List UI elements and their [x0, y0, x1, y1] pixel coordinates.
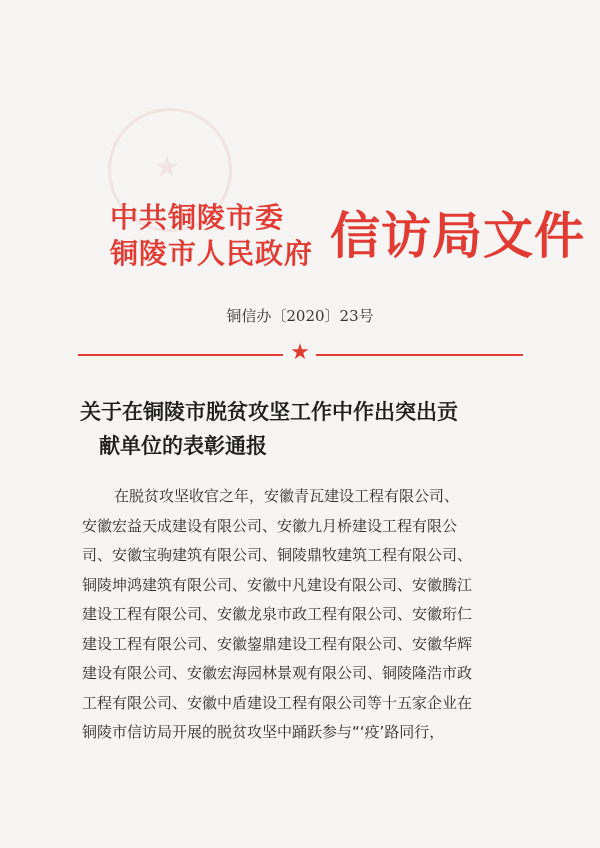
body-line: 在脱贫攻坚收官之年，安徽青瓦建设工程有限公司、: [114, 487, 460, 505]
body-line: 建设工程有限公司、安徽鋆鼎建设工程有限公司、安徽华辉: [82, 634, 473, 653]
body-line: 建设有限公司、安徽宏海园林景观有限公司、铜陵隆浩市政: [82, 664, 473, 682]
title-line-2: 献单位的表彰通报: [99, 433, 267, 458]
star-icon: ★: [290, 340, 310, 365]
body-text: [82, 482, 522, 748]
body-line: 铜陵坤鸿建筑有限公司、安徽中凡建设有限公司、安徽腾江: [82, 575, 473, 594]
body-line: 司、安徽宝驹建筑有限公司、铜陵鼎牧建筑工程有限公司、: [82, 546, 473, 564]
body-line: 安徽宏益天成建设有限公司、安徽九月桥建设工程有限公: [82, 516, 458, 535]
body-line: 铜陵市信访局开展的脱贫攻坚中踊跃参与“‘疫’路同行，: [82, 723, 445, 741]
body-line: 建设工程有限公司、安徽龙泉市政工程有限公司、安徽珩仁: [82, 605, 473, 623]
red-divider-left: [78, 354, 283, 356]
document-title: [80, 395, 520, 463]
title-line-1: 关于在铜陵市脱贫攻坚工作中作出突出贡: [80, 399, 458, 424]
issuer-line-1: 中共铜陵市委: [110, 201, 285, 234]
seal-star-icon: ★: [153, 150, 181, 185]
red-divider-right: [316, 354, 523, 356]
issuer-line-2: 铜陵市人民政府: [110, 237, 314, 270]
document-number: 铜信办〔2020〕23号: [226, 307, 374, 325]
issuer-left-block: [110, 200, 322, 272]
issuer-title: 信访局文件: [330, 207, 585, 265]
body-line: 工程有限公司、安徽中盾建设工程有限公司等十五家企业在: [82, 693, 473, 712]
